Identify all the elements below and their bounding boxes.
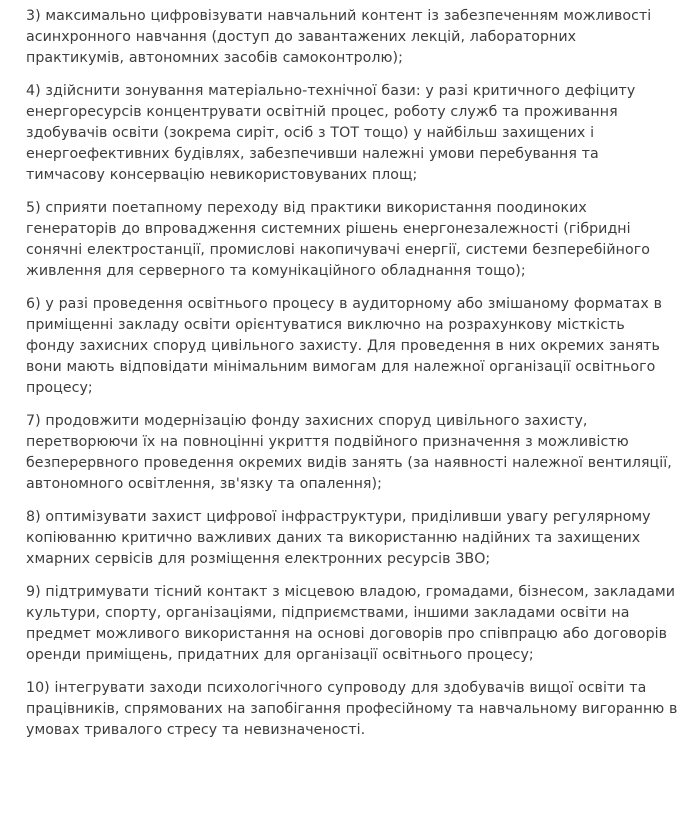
list-item-9: 9) підтримувати тісний контакт з місцевою владою, громадами, бізнесом, закладами культури, спорту, організаціями, підприємствами, іншими закладами освіти на предмет можливого використання на основі договорів про співпрацю або договорів оренди приміщень, придатних для організації освітнього процесу; (26, 584, 675, 663)
list-item-3: 3) максимально цифровізувати навчальний контент із забезпеченням можливості асинхронного навчання (доступ до завантажених лекцій, лабораторних практикумів, автономних засобів самоконтролю); (26, 8, 652, 66)
list-item-6: 6) у разі проведення освітнього процесу в аудиторному або змішаному форматах в приміщенні закладу освіти орієнтуватися виключно на розрахункову місткість фонду захисних споруд цивільного захисту. Для проведення в них окремих занять вони мають відповідати мінімальним вимогам для належної організації освітнього процесу; (26, 296, 663, 396)
list-item-10: 10) інтегрувати заходи психологічного супроводу для здобувачів вищої освіти та працівників, спрямованих на запобігання професійному та навчальному вигоранню в умовах тривалого стресу та невизначеності. (26, 680, 678, 738)
list-item-8: 8) оптимізувати захист цифрової інфраструктури, приділивши увагу регулярному копіюванню критично важливих даних та використанню надійних та захищених хмарних сервісів для розміщення електронних ресурсів ЗВО; (26, 509, 651, 567)
list-item-7: 7) продовжити модернізацію фонду захисних споруд цивільного захисту, перетворюючи їх на повноцінні укриття подвійного призначення з можливістю безперервного проведення окремих видів занять (за наявності належної вентиляції, автономного освітлення, зв'язку та опалення); (26, 413, 672, 492)
list-item-5: 5) сприяти поетапному переходу від практики використання поодиноких генераторів до впровадження системних рішень енергонезалежності (гібридні сонячні електростанції, промислові накопичувачі енергії, системи безперебійного живлення для серверного та комунікаційного обладнання тощо); (26, 200, 650, 279)
list-item-4: 4) здійснити зонування матеріально-технічної бази: у разі критичного дефіциту енергоресурсів концентрувати освітній процес, роботу служб та проживання здобувачів освіти (зокрема сиріт, осіб з ТОТ тощо) у найбільш захищених і енергоефективних будівлях, забезпечивши належні умови перебування та тимчасову консервацію невикористовуваних площ; (26, 83, 636, 183)
